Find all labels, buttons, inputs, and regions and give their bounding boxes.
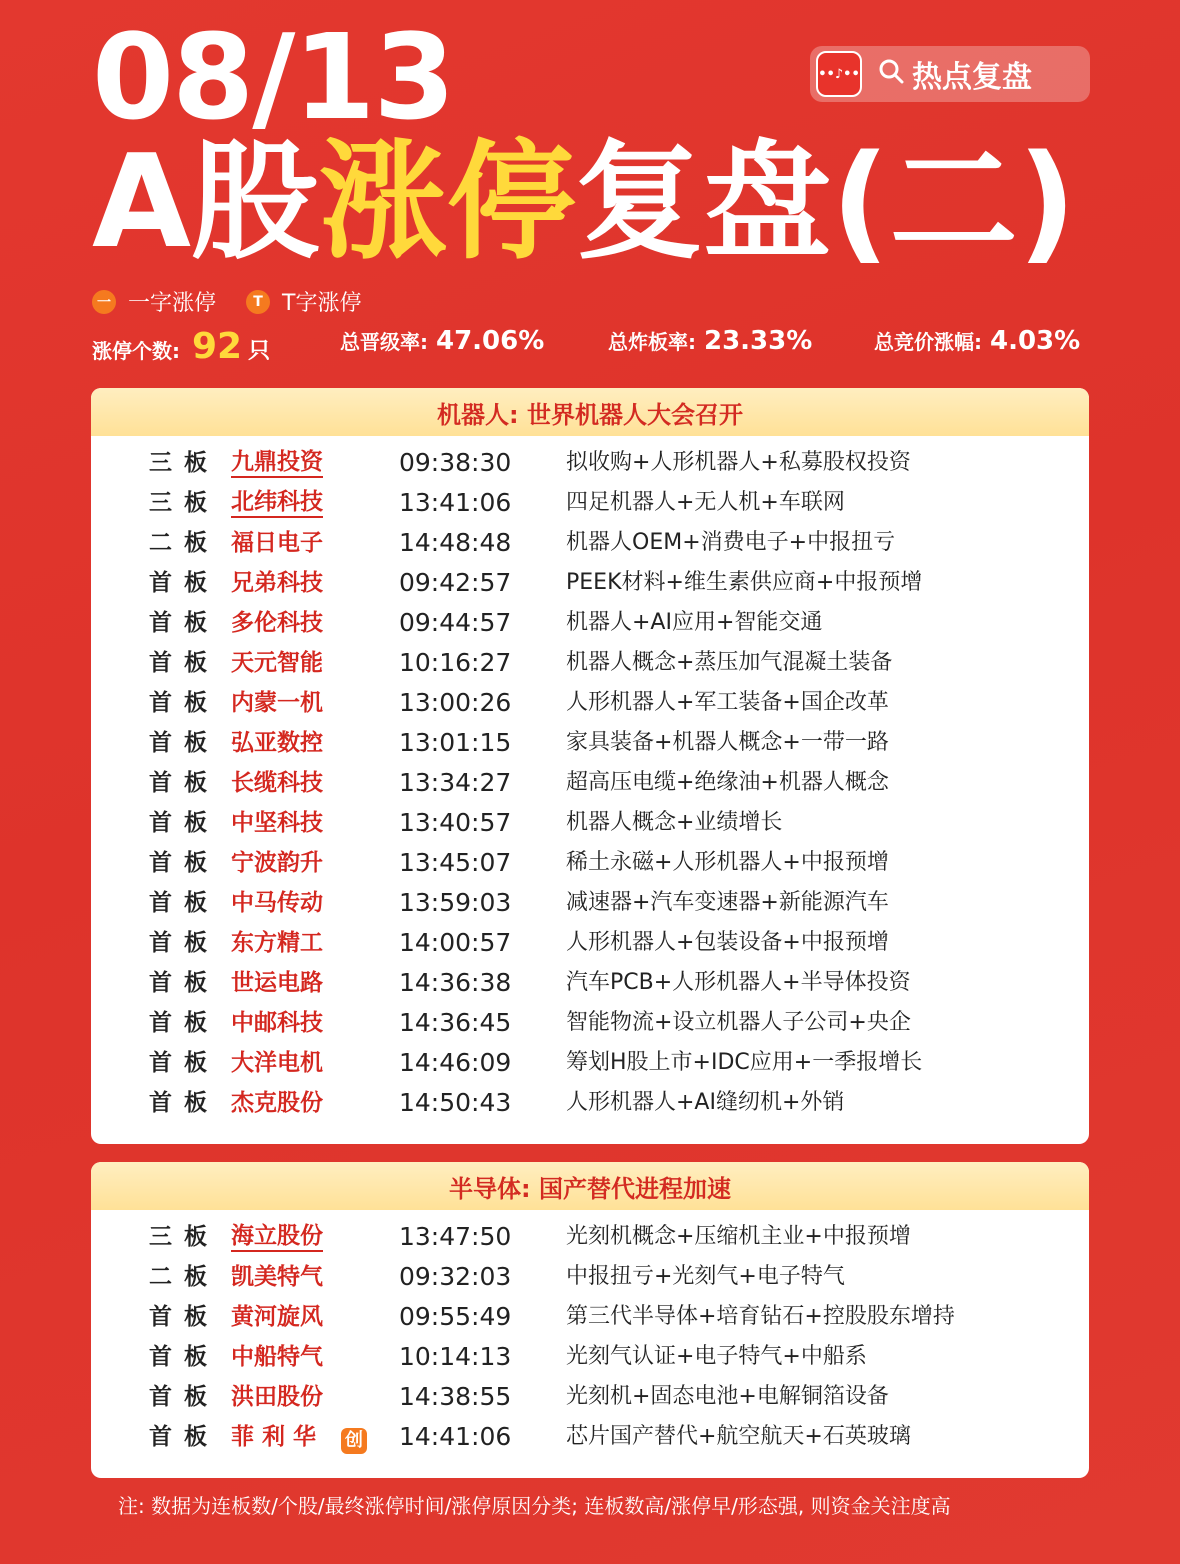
stock-name[interactable]: 宁波韵升 [231, 850, 323, 876]
search-icon [878, 58, 904, 90]
table-row[interactable] [91, 1296, 1089, 1336]
yizi-mark-icon: 一 [92, 290, 116, 314]
stock-name[interactable]: 东方精工 [231, 930, 323, 956]
limit-up-reason: 芯片国产替代+航空航天+石英玻璃 [566, 1424, 911, 1449]
stock-name[interactable]: 世运电路 [231, 970, 323, 996]
table-row[interactable] [91, 1416, 1089, 1456]
title-date: 08/13 [92, 8, 454, 146]
limit-up-reason: 人形机器人+包装设备+中报预增 [566, 930, 889, 955]
board-count: 首板 [149, 1304, 219, 1330]
limit-up-reason: 光刻气认证+电子特气+中船系 [566, 1344, 867, 1369]
stock-name[interactable]: 多伦科技 [231, 610, 323, 636]
stat-value: 47.06% [436, 326, 545, 356]
table-row[interactable] [91, 602, 1089, 642]
stock-name[interactable]: 中船特气 [231, 1344, 323, 1370]
app-logo-icon: ••♪•• [816, 51, 862, 97]
badge-label: 热点复盘 [912, 60, 1032, 95]
limit-up-time: 09:44:57 [399, 608, 512, 637]
table-row[interactable] [91, 1216, 1089, 1256]
limit-up-reason: 中报扭亏+光刻气+电子特气 [566, 1264, 845, 1289]
stat-auction [874, 326, 1080, 356]
limit-up-time: 13:41:06 [399, 488, 512, 517]
stat-value: 23.33% [704, 326, 813, 356]
board-count: 首板 [149, 690, 219, 716]
table-row[interactable] [91, 762, 1089, 802]
section-card-robot [91, 388, 1089, 1144]
limit-up-time: 13:59:03 [399, 888, 512, 917]
table-row[interactable] [91, 922, 1089, 962]
stat-promotion [340, 326, 544, 356]
limit-up-reason: 机器人概念+业绩增长 [566, 810, 783, 835]
board-count: 三板 [149, 490, 219, 516]
board-count: 首板 [149, 810, 219, 836]
stats-bar [92, 326, 1092, 370]
stat-unit: 只 [248, 339, 271, 364]
limit-up-time: 09:55:49 [399, 1302, 512, 1331]
board-count: 二板 [149, 530, 219, 556]
stock-name[interactable]: 北纬科技 [231, 488, 323, 518]
table-row[interactable] [91, 642, 1089, 682]
limit-up-time: 09:32:03 [399, 1262, 512, 1291]
board-count: 首板 [149, 970, 219, 996]
board-count: 首板 [149, 730, 219, 756]
limit-up-reason: 人形机器人+AI缝纫机+外销 [566, 1090, 845, 1115]
limit-up-reason: 减速器+汽车变速器+新能源汽车 [566, 890, 889, 915]
stock-name[interactable]: 凯美特气 [231, 1264, 323, 1290]
stock-name[interactable]: 菲 利 华 [231, 1424, 317, 1450]
limit-up-reason: 人形机器人+军工装备+国企改革 [566, 690, 889, 715]
limit-up-reason: 稀土永磁+人形机器人+中报预增 [566, 850, 889, 875]
stock-name[interactable]: 九鼎投资 [231, 448, 323, 478]
board-count: 首板 [149, 1010, 219, 1036]
legend [92, 286, 391, 317]
stat-break [608, 326, 812, 356]
board-count: 三板 [149, 450, 219, 476]
limit-up-time: 14:46:09 [399, 1048, 512, 1077]
limit-up-time: 14:48:48 [399, 528, 512, 557]
board-count: 二板 [149, 1264, 219, 1290]
title-suffix: 复盘(二) [575, 128, 1077, 277]
stat-value: 4.03% [990, 326, 1081, 356]
limit-up-time: 09:38:30 [399, 448, 512, 477]
stock-name[interactable]: 大洋电机 [231, 1050, 323, 1076]
stat-limit-up [92, 326, 270, 367]
board-count: 首板 [149, 1424, 219, 1450]
limit-up-reason: 光刻机+固态电池+电解铜箔设备 [566, 1384, 889, 1409]
section-header: 机器人: 世界机器人大会召开 [91, 388, 1089, 436]
limit-up-time: 10:16:27 [399, 648, 512, 677]
limit-up-reason: 机器人+AI应用+智能交通 [566, 610, 823, 635]
table-row[interactable] [91, 802, 1089, 842]
legend-item-tzi [246, 286, 361, 317]
limit-up-time: 13:00:26 [399, 688, 512, 717]
table-row[interactable] [91, 1256, 1089, 1296]
stat-value: 92 [192, 326, 243, 367]
board-count: 首板 [149, 1344, 219, 1370]
chuangye-tag-icon: 创 [341, 1428, 367, 1454]
board-count: 首板 [149, 570, 219, 596]
stock-name[interactable]: 中马传动 [231, 890, 323, 916]
table-row[interactable] [91, 722, 1089, 762]
hot-review-badge[interactable] [810, 46, 1090, 102]
limit-up-time: 10:14:13 [399, 1342, 512, 1371]
limit-up-time: 14:36:38 [399, 968, 512, 997]
legend-item-yizi [92, 286, 216, 317]
title-prefix: A股 [92, 128, 320, 277]
table-row[interactable] [91, 962, 1089, 1002]
stat-label: 总炸板率: [608, 330, 696, 354]
section-card-semiconductor [91, 1162, 1089, 1478]
stock-name[interactable]: 黄河旋风 [231, 1304, 323, 1330]
limit-up-reason: 第三代半导体+培育钻石+控股股东增持 [566, 1304, 955, 1329]
stock-name[interactable]: 长缆科技 [231, 770, 323, 796]
limit-up-reason: 拟收购+人形机器人+私募股权投资 [566, 450, 911, 475]
board-count: 首板 [149, 610, 219, 636]
board-count: 首板 [149, 850, 219, 876]
stock-name[interactable]: 洪田股份 [231, 1384, 323, 1410]
table-row[interactable] [91, 1376, 1089, 1416]
title-highlight: 涨停 [319, 128, 576, 277]
table-row[interactable] [91, 442, 1089, 482]
limit-up-reason: 家具装备+机器人概念+一带一路 [566, 730, 889, 755]
limit-up-time: 14:38:55 [399, 1382, 512, 1411]
limit-up-time: 13:01:15 [399, 728, 512, 757]
page-title [92, 128, 1076, 278]
board-count: 首板 [149, 770, 219, 796]
limit-up-reason: 汽车PCB+人形机器人+半导体投资 [566, 970, 911, 995]
board-count: 首板 [149, 650, 219, 676]
tzi-mark-icon: T [246, 290, 270, 314]
limit-up-time: 13:45:07 [399, 848, 512, 877]
limit-up-time: 14:41:06 [399, 1422, 512, 1451]
table-row[interactable] [91, 1002, 1089, 1042]
stock-name[interactable]: 海立股份 [231, 1222, 323, 1252]
stock-name[interactable]: 天元智能 [231, 650, 323, 676]
legend-label: 一字涨停 [128, 291, 217, 316]
stock-name[interactable]: 杰克股份 [231, 1090, 323, 1116]
limit-up-reason: 机器人OEM+消费电子+中报扭亏 [566, 530, 896, 555]
limit-up-time: 14:50:43 [399, 1088, 512, 1117]
table-row[interactable] [91, 482, 1089, 522]
table-row[interactable] [91, 1082, 1089, 1122]
limit-up-time: 13:34:27 [399, 768, 512, 797]
limit-up-time: 13:47:50 [399, 1222, 512, 1251]
table-row[interactable] [91, 1042, 1089, 1082]
board-count: 三板 [149, 1224, 219, 1250]
board-count: 首板 [149, 930, 219, 956]
limit-up-reason: 超高压电缆+绝缘油+机器人概念 [566, 770, 889, 795]
limit-up-time: 09:42:57 [399, 568, 512, 597]
section-header: 半导体: 国产替代进程加速 [91, 1162, 1089, 1210]
stock-name[interactable]: 福日电子 [231, 530, 323, 556]
table-row[interactable] [91, 522, 1089, 562]
limit-up-reason: 机器人概念+蒸压加气混凝土装备 [566, 650, 893, 675]
table-row[interactable] [91, 882, 1089, 922]
limit-up-time: 14:00:57 [399, 928, 512, 957]
table-row[interactable] [91, 1336, 1089, 1376]
limit-up-reason: 智能物流+设立机器人子公司+央企 [566, 1010, 911, 1035]
limit-up-reason: 四足机器人+无人机+车联网 [566, 490, 845, 515]
limit-up-time: 14:36:45 [399, 1008, 512, 1037]
table-row[interactable] [91, 562, 1089, 602]
board-count: 首板 [149, 890, 219, 916]
limit-up-reason: PEEK材料+维生素供应商+中报预增 [566, 570, 923, 595]
stat-label: 总晋级率: [340, 330, 428, 354]
stock-table [91, 1210, 1089, 1456]
stat-label: 涨停个数: [92, 339, 180, 363]
stock-name[interactable]: 中坚科技 [231, 810, 323, 836]
footer-note: 注: 数据为连板数/个股/最终涨停时间/涨停原因分类; 连板数高/涨停早/形态强, 则资金关注度高 [118, 1494, 951, 1518]
board-count: 首板 [149, 1090, 219, 1116]
stock-name[interactable]: 中邮科技 [231, 1010, 323, 1036]
board-count: 首板 [149, 1384, 219, 1410]
table-row[interactable] [91, 682, 1089, 722]
table-row[interactable] [91, 842, 1089, 882]
board-count: 首板 [149, 1050, 219, 1076]
limit-up-reason: 光刻机概念+压缩机主业+中报预增 [566, 1224, 911, 1249]
stock-name[interactable]: 弘亚数控 [231, 730, 323, 756]
limit-up-reason: 筹划H股上市+IDC应用+一季报增长 [566, 1050, 923, 1075]
stock-name[interactable]: 内蒙一机 [231, 690, 323, 716]
stock-name[interactable]: 兄弟科技 [231, 570, 323, 596]
legend-label: T字涨停 [282, 291, 362, 316]
stat-label: 总竞价涨幅: [874, 330, 982, 354]
stock-table [91, 436, 1089, 1122]
limit-up-time: 13:40:57 [399, 808, 512, 837]
